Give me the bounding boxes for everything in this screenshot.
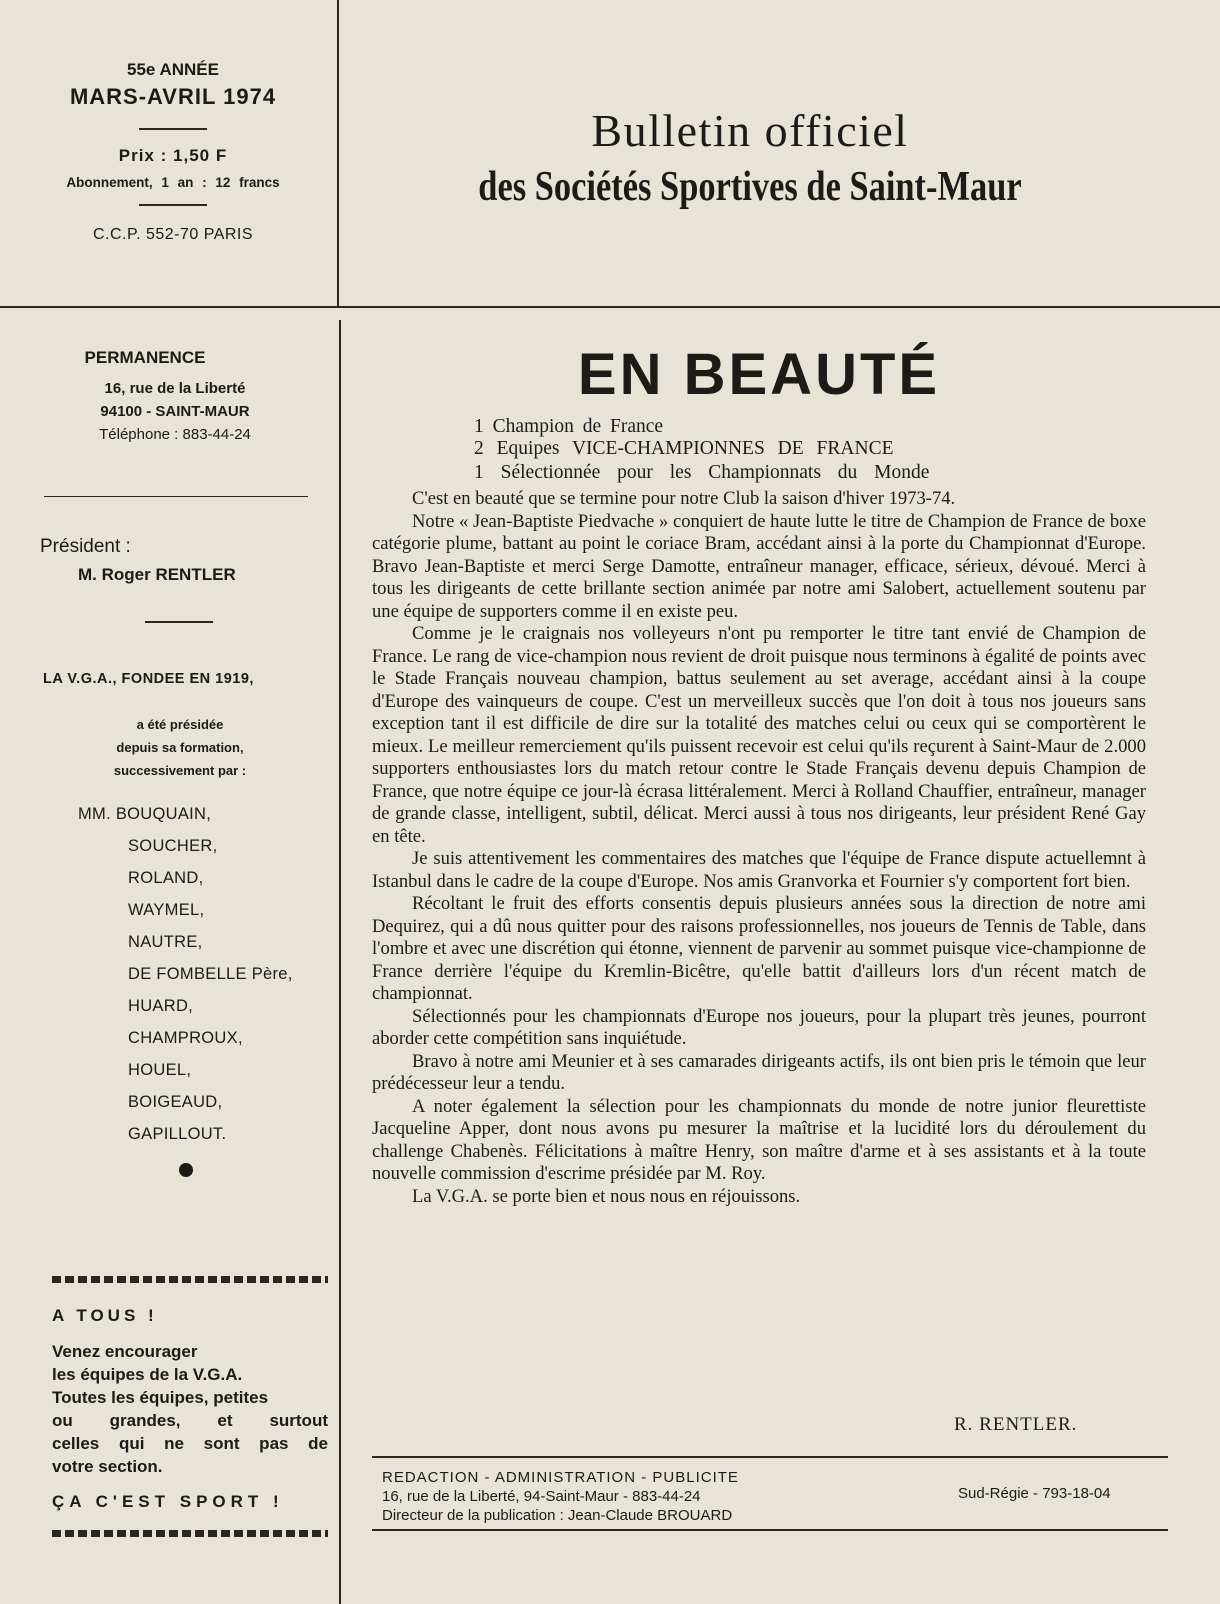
list-item: MM. BOUQUAIN,: [78, 805, 212, 823]
presided-line-1: a été présidée: [136, 717, 224, 732]
signature: R. RENTLER.: [954, 1414, 1078, 1435]
presided-line-2: depuis sa formation,: [116, 740, 244, 755]
title-line-2: des Sociétés Sportives de Saint-Maur: [478, 164, 1022, 210]
atous-line: les équipes de la V.G.A.: [52, 1365, 243, 1384]
paragraph: A noter également la sélection pour les championnats du monde de notre junior fleurettiste Jacqueline Apper, dont nous avons pu mesurer la maîtrise et la lucidité lors du déroulement du challenge Chabenès. Félicitations à maître Henry, son maître d'arme et à ses assistants et à la toute nouvelle commission d'escrime présidée par M. Roy.: [372, 1095, 1146, 1184]
masthead-info: [38, 60, 308, 244]
list-item: HOUEL,: [128, 1061, 192, 1079]
list-item: DE FOMBELLE Père,: [128, 965, 293, 983]
atous-line: celles qui ne sont pas de: [52, 1434, 328, 1453]
paragraph: Bravo à notre ami Meunier et à ses camarades dirigeants actifs, ils ont bien pris le témoin que leur prédécesseur leur a tendu.: [372, 1050, 1146, 1094]
paragraph: La V.G.A. se porte bien et nous nous en réjouissons.: [412, 1185, 801, 1207]
footer-rule-bottom: [372, 1529, 1168, 1531]
address-line-1: 16, rue de la Liberté: [104, 380, 246, 397]
atous-line: votre section.: [52, 1457, 163, 1476]
list-item: HUARD,: [128, 997, 194, 1015]
bullet-icon: [179, 1163, 193, 1177]
divider: [139, 128, 207, 130]
issue-date: MARS-AVRIL 1974: [69, 84, 277, 109]
presided-text: [30, 713, 330, 782]
paragraph: Sélectionnés pour les championnats d'Europe nos joueurs, pour la plupart très jeunes, pourront aborder cette compétition sans inquiétude.: [372, 1005, 1146, 1049]
vertical-divider-top: [337, 0, 339, 307]
permanence-title: PERMANENCE: [84, 348, 206, 367]
list-item: GAPILLOUT.: [128, 1125, 227, 1143]
summary-line-2: 2 Equipes VICE-CHAMPIONNES DE FRANCE: [474, 438, 894, 459]
atous-text: [52, 1340, 328, 1478]
footer-line-2: 16, rue de la Liberté, 94-Saint-Maur - 883-44-24: [382, 1488, 701, 1505]
dashed-border-top: [52, 1276, 328, 1283]
list-item: WAYMEL,: [128, 901, 205, 919]
bulletin-title: [400, 104, 1100, 211]
footer-rule-top: [372, 1456, 1168, 1458]
paragraph: Récoltant le fruit des efforts consentis depuis plusieurs années sous la direction de notre ami Dequirez, qui a dû nous quitter pour des raisons professionnelles, nos joueurs de Tennis de Table, dans l'ombre et avec une discrétion qui étonne, viennent de parvenir au sommet puisque vice-championne de France derrière l'équipe du Kremlin-Bicêtre, qu'elle battit d'ailleurs lors d'un récent match de championnat.: [372, 893, 1146, 1004]
list-item: SOUCHER,: [128, 837, 218, 855]
slogan: ÇA C'EST SPORT !: [52, 1492, 284, 1511]
atous-line: ou grandes, et surtout: [52, 1411, 328, 1430]
president-label: Président :: [40, 536, 131, 557]
price: Prix : 1,50 F: [118, 146, 228, 165]
list-item: NAUTRE,: [128, 933, 203, 951]
address-line-2: 94100 - SAINT-MAUR: [100, 403, 250, 420]
issue-year: 55e ANNÉE: [127, 60, 219, 79]
paragraph: C'est en beauté que se termine pour notre Club la saison d'hiver 1973-74.: [412, 488, 956, 509]
footer-imprint: [382, 1468, 739, 1525]
list-item: BOIGEAUD,: [128, 1093, 223, 1111]
summary-line-1: 1 Champion de France: [474, 416, 664, 437]
sidebar-rule: [44, 496, 308, 497]
paragraph: Notre « Jean-Baptiste Piedvache » conquiert de haute lutte le titre de Champion de France de boxe catégorie plume, battant au point le coriace Bram, accédant ainsi à la porte du Championnat d'Europe. Bravo Jean-Baptiste et merci Serge Damotte, entraîneur manager, efficace, sérieux, dévoué. Merci à tous les dirigeants de cette brillante section animée par notre ami Salobert, actuellement soutenu par une équipe de supporters comme il en existe peu.: [372, 510, 1146, 622]
vertical-divider-main: [339, 320, 341, 1604]
president-name: M. Roger RENTLER: [78, 565, 236, 584]
divider: [139, 204, 207, 206]
footer-line-1: REDACTION - ADMINISTRATION - PUBLICITE: [382, 1469, 739, 1486]
sidebar-permanence: [30, 348, 320, 443]
atous-title: A TOUS !: [52, 1306, 158, 1325]
atous-line: Toutes les équipes, petites: [52, 1388, 269, 1407]
subscription: Abonnement, 1 an : 12 francs: [66, 175, 280, 190]
headline: EN BEAUTÉ: [577, 342, 941, 407]
founded-line: LA V.G.A., FONDEE EN 1919,: [43, 671, 254, 687]
printer-info: Sud-Régie - 793-18-04: [958, 1485, 1111, 1502]
ccp: C.C.P. 552-70 PARIS: [92, 226, 254, 243]
horizontal-divider: [0, 306, 1220, 308]
title-line-1: Bulletin officiel: [591, 105, 909, 156]
phone: Téléphone : 883-44-24: [99, 426, 251, 443]
presided-line-3: successivement par :: [113, 763, 247, 778]
paragraph: Comme je le craignais nos volleyeurs n'ont pu remporter le titre tant envié de Champion de France. Le rang de vice-champion nous revient de droit puisque nous terminons à égalité de points avec le Stade Français nouveau champion, battus seulement au set average, accédant ainsi à la coupe d'Europe des vainqueurs de coupe. C'est un merveilleux succès que l'on doit à tous nos joueurs sans exception tant il est difficile de dire sur la totalité des matches celui ou ceux qui se comportèrent le mieux. Le meilleur remerciement qu'ils puissent recevoir est celui qu'ils reçurent à Saint-Maur de 2.000 supporters enthousiastes lors du match retour contre le Stade Français devenu depuis Champion de France, que notre équipe ce jour-là écrasa littéralement. Merci à Rolland Chauffier, entraîneur, manager de grande classe, intelligent, subtil, délicat. Merci aussi à tous nos dirigeants, leur président René Gay en tête.: [372, 623, 1146, 847]
divider: [145, 621, 213, 623]
dashed-border-bottom: [52, 1530, 328, 1537]
atous-line: Venez encourager: [52, 1342, 198, 1361]
footer-line-3: Directeur de la publication : Jean-Claude BROUARD: [382, 1507, 733, 1524]
paragraph: Je suis attentivement les commentaires des matches que l'équipe de France dispute actuellemnt à Istanbul dans le cadre de la coupe d'Europe. Nos amis Granvorka et Fournier s'y comportent fort bien.: [372, 848, 1146, 892]
list-item: CHAMPROUX,: [128, 1029, 243, 1047]
article-body: [372, 488, 1146, 1208]
summary-line-3: 1 Sélectionnée pour les Championnats du Monde: [474, 462, 930, 483]
list-item: ROLAND,: [128, 869, 204, 887]
